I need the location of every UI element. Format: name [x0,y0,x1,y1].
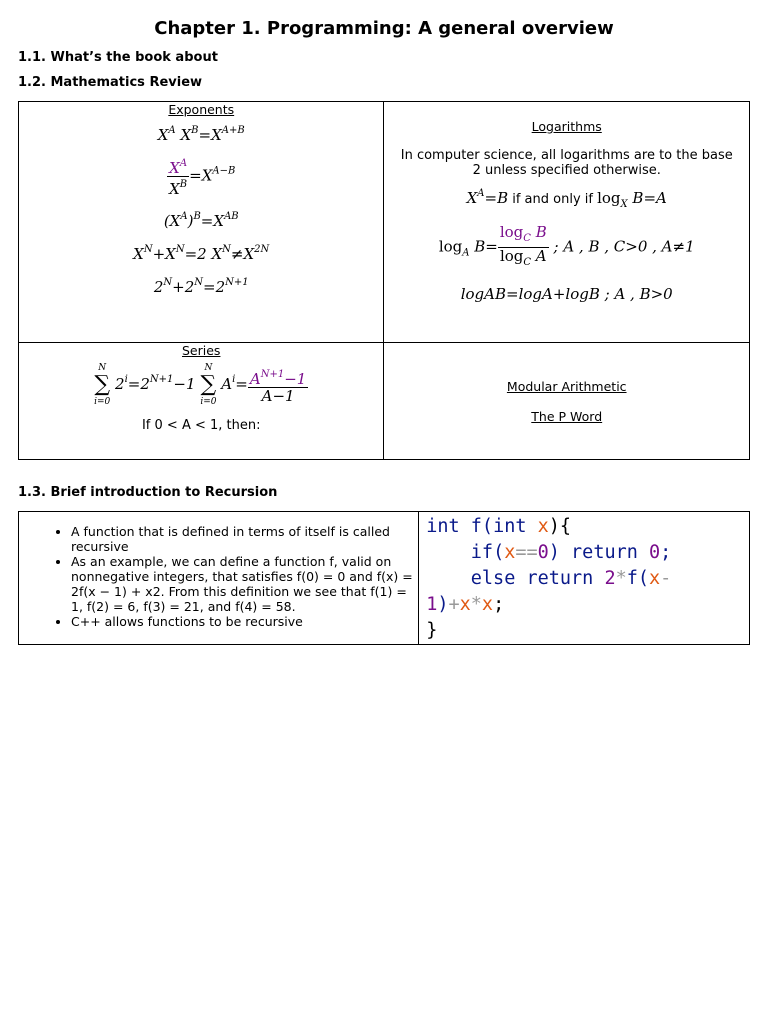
series-condition: If 0 < A < 1, then: [141,418,261,433]
exponent-formula-sum: $X^N+X^N=2$ $X^N\ne X^{2N}$ [133,244,270,263]
p-word-title: The P Word [531,409,603,424]
logarithm-product-rule: logAB=logA+logB ; A , B>0 [460,285,673,303]
exponents-title: Exponents [168,102,235,117]
recursion-code-cell [419,512,750,645]
series-cell [19,343,384,460]
exponent-formula-powers-of-two: $2^N+2^N=2^{N+1}$ [153,277,249,296]
code-line: else return 2*f(x- [470,568,672,589]
logarithm-change-of-base: $\log_A B=$ $\frac{\log_C B}{\log_C A}$ ; A , B , C>0 , A≠1 [438,223,695,268]
code-line: if(x==0) return 0; [470,542,672,563]
section-heading-1-1: 1.1. What’s the book about [18,50,218,65]
exponent-formula-product: $X^A$ $X^B=X^{A+B}$ [157,125,245,144]
logarithms-note: In computer science, all logarithms are to the base 2 unless specified otherwise. [400,148,733,178]
recursion-table [18,511,750,645]
code-line: 1)+x*x; [426,594,505,615]
code-line: int f(int x){ [426,516,572,537]
list-item: • C++ allows functions to be recursive [71,614,418,629]
modular-cell [384,343,750,460]
math-review-table [18,101,750,460]
exponent-formula-power: $(X^A)^B=X^{AB}$ [163,211,239,230]
recursion-notes-cell [19,512,419,645]
recursion-code-block [419,512,749,644]
logarithms-cell [384,102,750,343]
code-line: } [426,620,438,641]
series-formula: N ∑ i=0 $2^i=2^{N+1}-1$ N ∑ i=0 $A^i=$ $\frac{A^{N+1}-1}{A-1}$ [94,363,307,407]
list-item: • A function that is defined in terms of itself is called recursive [71,524,418,554]
logarithms-title: Logarithms [531,119,602,134]
exponent-formula-quotient: $\frac{X^A}{X^B}$ $=X^{A-B}$ [169,158,236,198]
logarithm-definition: $X^A=B$ if and only if $\log_X B=A$ [466,188,667,210]
modular-arithmetic-title: Modular Arithmetic [506,379,627,394]
section-heading-1-2: 1.2. Mathematics Review [18,75,203,90]
list-item: • As an example, we can define a function f, valid on nonnegative integers, that satisfies f(0) = 0 and f(x) = 2f(x − 1) + x2. From this definition we see that f(1) = 1, f(2) = 6, f(3) = 21, and f(4) = 58. [71,554,418,614]
recursion-bullet-list [19,524,418,629]
chapter-title: Chapter 1. Programming: A general overview [154,18,614,39]
exponents-cell [19,102,384,343]
section-heading-1-3: 1.3. Brief introduction to Recursion [18,485,278,500]
series-title: Series [182,343,221,358]
